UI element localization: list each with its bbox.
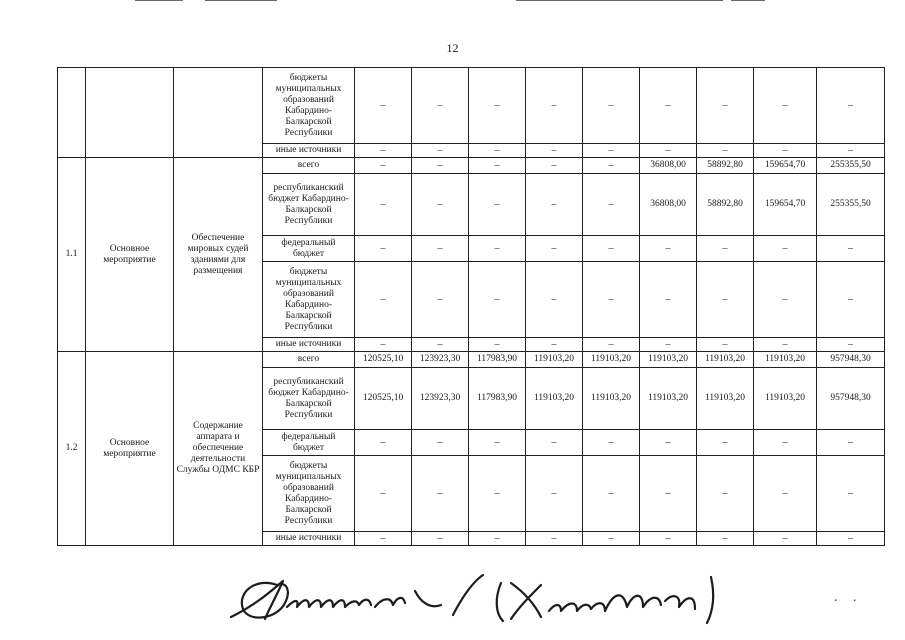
value-cell: 58892,80 (697, 174, 754, 236)
value-cell: 36808,00 (640, 158, 697, 174)
value-cell: – (412, 262, 469, 338)
value-cell: – (469, 532, 526, 546)
value-cell: – (817, 262, 885, 338)
row-number-cell: 1.1 (58, 158, 86, 352)
value-cell: – (469, 174, 526, 236)
funding-source-cell: иные источники (263, 338, 355, 352)
value-cell: 36808,00 (640, 174, 697, 236)
value-cell: – (640, 338, 697, 352)
value-cell: 58892,80 (697, 158, 754, 174)
value-cell: – (526, 532, 583, 546)
funding-source-cell: всего (263, 352, 355, 368)
table-row (58, 68, 885, 144)
value-cell: – (583, 338, 640, 352)
value-cell: – (412, 158, 469, 174)
value-cell: 119103,20 (640, 368, 697, 430)
value-cell: 159654,70 (754, 174, 817, 236)
value-cell: 119103,20 (697, 368, 754, 430)
value-cell: 117983,90 (469, 352, 526, 368)
activity-type-cell: Основное мероприятие (86, 352, 174, 546)
value-cell: – (583, 456, 640, 532)
funding-source-cell: республиканский бюджет Кабардино-Балкарской Республики (263, 368, 355, 430)
value-cell: – (754, 532, 817, 546)
value-cell: – (469, 338, 526, 352)
funding-source-cell: федеральный бюджет (263, 430, 355, 456)
activity-type-cell: Основное мероприятие (86, 158, 174, 352)
value-cell: – (412, 532, 469, 546)
budget-table (57, 67, 885, 546)
value-cell: – (640, 262, 697, 338)
value-cell: – (817, 338, 885, 352)
value-cell: – (355, 68, 412, 144)
value-cell: 119103,20 (640, 352, 697, 368)
row-number-cell (58, 68, 86, 158)
value-cell: 117983,90 (469, 368, 526, 430)
funding-source-cell: бюджеты муниципальных образований Кабардино-Балкарской Республики (263, 456, 355, 532)
value-cell: – (697, 430, 754, 456)
value-cell: – (754, 338, 817, 352)
value-cell: – (640, 236, 697, 262)
funding-source-cell: иные источники (263, 144, 355, 158)
value-cell: 159654,70 (754, 158, 817, 174)
value-cell: – (412, 174, 469, 236)
value-cell: – (355, 430, 412, 456)
row-number-cell: 1.2 (58, 352, 86, 546)
value-cell: – (355, 174, 412, 236)
activity-name-cell: Содержание аппарата и обеспечение деятельности Службы ОДМС КБР (174, 352, 263, 546)
value-cell: – (469, 68, 526, 144)
value-cell: – (754, 144, 817, 158)
value-cell: – (583, 174, 640, 236)
value-cell: – (526, 174, 583, 236)
table-row (58, 352, 885, 368)
value-cell: 120525,10 (355, 352, 412, 368)
value-cell: 119103,20 (526, 368, 583, 430)
value-cell: – (583, 262, 640, 338)
value-cell: 123923,30 (412, 368, 469, 430)
value-cell: – (817, 236, 885, 262)
value-cell: 119103,20 (754, 368, 817, 430)
top-rule (731, 0, 765, 1)
value-cell: 123923,30 (412, 352, 469, 368)
handwritten-signature (225, 563, 785, 628)
value-cell: – (640, 68, 697, 144)
value-cell: 255355,50 (817, 174, 885, 236)
page-number: 12 (446, 41, 459, 55)
value-cell: – (526, 236, 583, 262)
value-cell: – (412, 430, 469, 456)
value-cell: – (583, 68, 640, 144)
value-cell: – (754, 262, 817, 338)
top-rule (135, 0, 183, 1)
value-cell: – (469, 144, 526, 158)
value-cell: 119103,20 (754, 352, 817, 368)
value-cell: – (583, 158, 640, 174)
signature-dots: . . (834, 590, 863, 605)
value-cell: 119103,20 (583, 352, 640, 368)
value-cell: – (697, 456, 754, 532)
value-cell: – (583, 430, 640, 456)
value-cell: – (526, 144, 583, 158)
value-cell: – (412, 236, 469, 262)
value-cell: – (583, 236, 640, 262)
value-cell: – (583, 532, 640, 546)
value-cell: – (817, 456, 885, 532)
value-cell: – (412, 456, 469, 532)
funding-source-cell: федеральный бюджет (263, 236, 355, 262)
value-cell: – (697, 144, 754, 158)
value-cell: 119103,20 (526, 352, 583, 368)
value-cell: – (355, 262, 412, 338)
value-cell: – (526, 430, 583, 456)
value-cell: – (697, 236, 754, 262)
value-cell: – (817, 68, 885, 144)
value-cell: – (583, 144, 640, 158)
value-cell: 120525,10 (355, 368, 412, 430)
value-cell: 957948,30 (817, 368, 885, 430)
activity-type-cell (86, 68, 174, 158)
value-cell: – (754, 456, 817, 532)
value-cell: – (817, 144, 885, 158)
funding-source-cell: всего (263, 158, 355, 174)
value-cell: – (412, 68, 469, 144)
value-cell: 119103,20 (583, 368, 640, 430)
value-cell: – (469, 236, 526, 262)
value-cell: – (469, 158, 526, 174)
value-cell: – (697, 338, 754, 352)
value-cell: – (412, 338, 469, 352)
funding-source-cell: бюджеты муниципальных образований Кабардино-Балкарской Республики (263, 262, 355, 338)
value-cell: – (355, 338, 412, 352)
value-cell: – (526, 158, 583, 174)
value-cell: – (754, 430, 817, 456)
activity-name-cell: Обеспечение мировых судей зданиями для размещения (174, 158, 263, 352)
funding-source-cell: иные источники (263, 532, 355, 546)
value-cell: – (754, 68, 817, 144)
activity-name-cell (174, 68, 263, 158)
top-rule (516, 0, 723, 1)
value-cell: – (355, 144, 412, 158)
value-cell: – (355, 456, 412, 532)
value-cell: – (469, 430, 526, 456)
value-cell: – (640, 144, 697, 158)
value-cell: – (469, 456, 526, 532)
value-cell: – (526, 262, 583, 338)
table-row (58, 158, 885, 174)
value-cell: – (526, 338, 583, 352)
value-cell: – (355, 236, 412, 262)
top-rule (205, 0, 277, 1)
value-cell: – (526, 68, 583, 144)
value-cell: – (697, 532, 754, 546)
value-cell: – (469, 262, 526, 338)
value-cell: – (640, 430, 697, 456)
value-cell: – (817, 532, 885, 546)
value-cell: – (697, 262, 754, 338)
value-cell: – (640, 532, 697, 546)
value-cell: 119103,20 (697, 352, 754, 368)
value-cell: 957948,30 (817, 352, 885, 368)
value-cell: – (754, 236, 817, 262)
value-cell: – (526, 456, 583, 532)
value-cell: – (355, 158, 412, 174)
value-cell: – (817, 430, 885, 456)
value-cell: – (412, 144, 469, 158)
funding-source-cell: республиканский бюджет Кабардино-Балкарской Республики (263, 174, 355, 236)
value-cell: 255355,50 (817, 158, 885, 174)
value-cell: – (355, 532, 412, 546)
value-cell: – (640, 456, 697, 532)
funding-source-cell: бюджеты муниципальных образований Кабардино-Балкарской Республики (263, 68, 355, 144)
value-cell: – (697, 68, 754, 144)
